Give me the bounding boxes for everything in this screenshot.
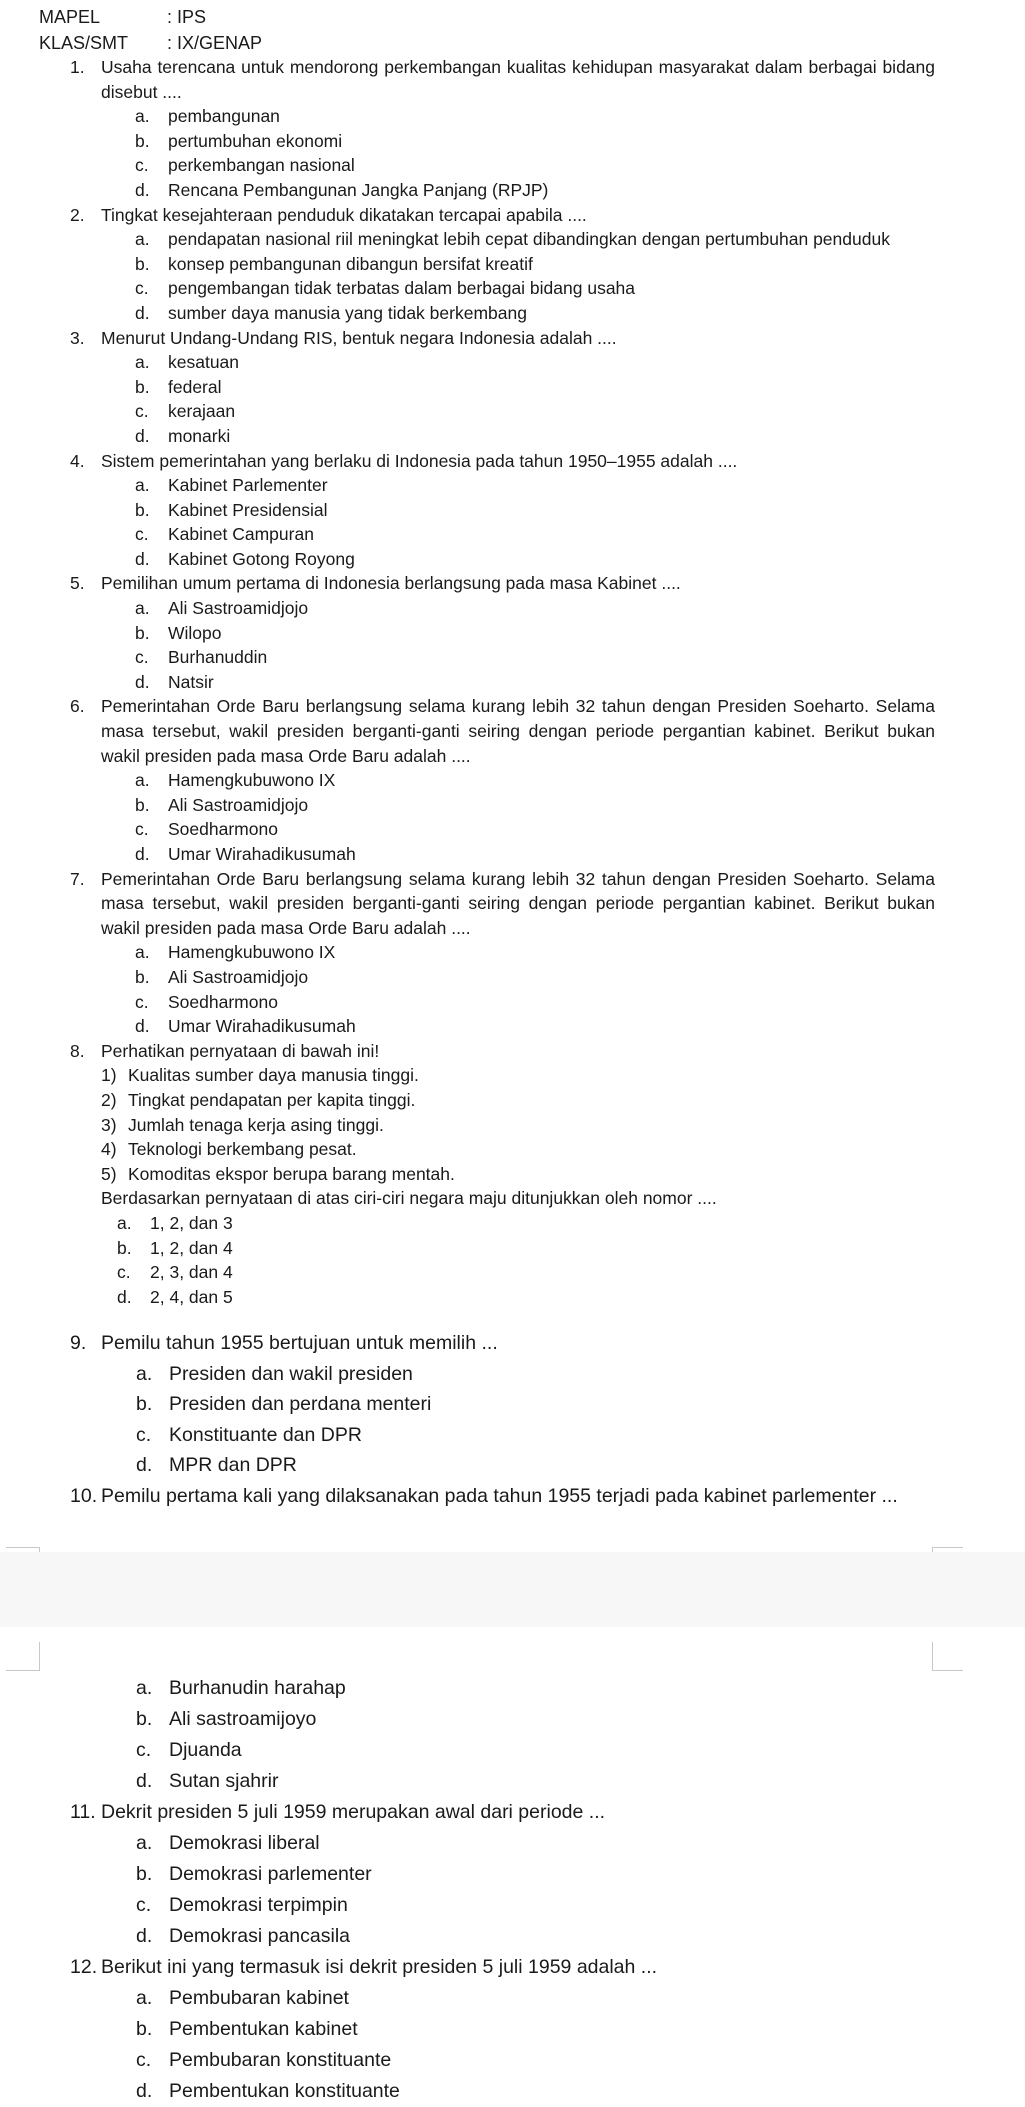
item-marker: d. [135, 548, 150, 569]
option-5a [0, 596, 934, 621]
page-gap [0, 1552, 1025, 1627]
item-text: Dekrit presiden 5 juli 1959 merupakan awal dari periode ... [101, 1801, 606, 1823]
question-6 [0, 694, 935, 768]
item-marker: c. [135, 278, 149, 299]
option-12b [0, 2014, 935, 2045]
option-8c [0, 1260, 916, 1285]
option-12d [0, 2076, 935, 2107]
item-text: Pembubaran konstituante [169, 2049, 392, 2071]
item-marker: 4) [101, 1139, 117, 1160]
option-5d [0, 670, 934, 695]
item-marker: c. [135, 401, 149, 422]
klas-value: : IX/GENAP [167, 33, 263, 53]
item-marker: b. [136, 1393, 153, 1416]
option-10a [0, 1673, 935, 1704]
option-8a [0, 1211, 916, 1236]
question-10 [0, 1481, 1001, 1512]
item-text: Soedharmono [168, 819, 278, 840]
item-marker: c. [135, 155, 149, 176]
statement-1 [0, 1063, 924, 1088]
item-marker: b. [135, 376, 150, 397]
option-1d [0, 178, 934, 203]
item-text: federal [168, 376, 222, 397]
item-text: Pembentukan konstituante [169, 2080, 400, 2102]
item-marker: b. [136, 2018, 153, 2040]
item-text: Sistem pemerintahan yang berlaku di Indonesia pada tahun 1950–1955 adalah .... [101, 450, 738, 471]
item-marker: 5) [101, 1163, 117, 1184]
item-marker: a. [136, 1832, 153, 1854]
item-marker: b. [136, 1863, 153, 1885]
item-text: Burhanudin harahap [169, 1677, 346, 1699]
option-3b [0, 375, 934, 400]
option-10c [0, 1735, 935, 1766]
item-text: Umar Wirahadikusumah [168, 1016, 356, 1037]
option-7d [0, 1014, 934, 1039]
item-text: perkembangan nasional [168, 155, 355, 176]
item-text: Teknologi berkembang pesat. [128, 1139, 357, 1160]
item-marker: c. [135, 819, 149, 840]
item-text: Kabinet Presidensial [168, 499, 328, 520]
item-marker: a. [135, 229, 150, 250]
question-9 [0, 1328, 935, 1359]
item-marker: d. [136, 1770, 153, 1792]
item-marker: 11. [70, 1801, 96, 1823]
item-text: konsep pembangunan dibangun bersifat kreatif [168, 253, 533, 274]
item-marker: a. [136, 1677, 153, 1699]
item-text: Pemerintahan Orde Baru berlangsung selama kurang lebih 32 tahun dengan Presiden Soeharto. Selama masa tersebut, wakil presiden berganti-ganti seiring dengan periode pergantian kabinet. Berikut bukan wakil presiden pada masa Orde Baru adalah .... [101, 868, 935, 938]
option-3a [0, 350, 934, 375]
statement-5 [0, 1162, 924, 1187]
item-text: Wilopo [168, 622, 222, 643]
option-5c [0, 645, 934, 670]
item-text: Berikut ini yang termasuk isi dekrit presiden 5 juli 1959 adalah ... [101, 1956, 658, 1978]
option-2b [0, 252, 934, 277]
option-11b [0, 1859, 935, 1890]
item-text: kerajaan [168, 401, 236, 422]
item-marker: b. [135, 253, 150, 274]
item-marker: c. [136, 2049, 152, 2071]
question-4 [0, 449, 935, 474]
option-6d [0, 842, 934, 867]
option-1a [0, 104, 934, 129]
item-marker: b. [135, 622, 150, 643]
header-klas [39, 32, 262, 54]
item-marker: d. [135, 425, 150, 446]
item-marker: 9. [70, 1332, 87, 1354]
crop-mark-left-bottom [6, 1642, 40, 1671]
item-marker: a. [135, 598, 150, 619]
item-marker: c. [135, 991, 149, 1012]
question-1 [0, 55, 935, 104]
item-text: Tingkat pendapatan per kapita tinggi. [128, 1089, 416, 1110]
item-marker: b. [135, 499, 150, 520]
item-marker: a. [135, 770, 150, 791]
item-text: Jumlah tenaga kerja asing tinggi. [128, 1114, 384, 1135]
item-text: Kabinet Campuran [168, 524, 314, 545]
item-marker: a. [135, 942, 150, 963]
item-text: Pemilu pertama kali yang dilaksanakan pada tahun 1955 terjadi pada kabinet parlementer ... [101, 1484, 898, 1507]
item-marker: d. [136, 1925, 153, 1947]
option-6a [0, 768, 934, 793]
questions-9-10 [0, 1328, 1025, 1512]
statement-2 [0, 1088, 924, 1113]
option-2a [0, 227, 934, 252]
option-8b [0, 1236, 916, 1261]
item-text: Kualitas sumber daya manusia tinggi. [128, 1065, 419, 1086]
item-text: Pemerintahan Orde Baru berlangsung selama kurang lebih 32 tahun dengan Presiden Soeharto. Selama masa tersebut, wakil presiden berganti-ganti seiring dengan periode pergantian kabinet. Berikut bukan wakil presiden pada masa Orde Baru adalah .... [101, 696, 935, 766]
item-text: Ali Sastroamidjojo [168, 794, 309, 815]
item-text: Djuanda [169, 1739, 242, 1761]
item-marker: b. [135, 794, 150, 815]
item-marker: a. [117, 1212, 132, 1233]
option-9a [0, 1359, 935, 1390]
item-text: Hamengkubuwono IX [168, 942, 336, 963]
item-marker: c. [136, 1894, 152, 1916]
item-marker: 6. [70, 696, 85, 717]
question-8 [0, 1039, 935, 1064]
item-marker: 3) [101, 1114, 117, 1135]
item-marker: c. [136, 1423, 152, 1446]
item-marker: d. [135, 844, 150, 864]
item-text: Burhanuddin [168, 647, 268, 668]
item-marker: c. [136, 1739, 152, 1761]
option-3c [0, 399, 934, 424]
option-7b [0, 965, 934, 990]
header-mapel [39, 6, 206, 28]
item-text: Hamengkubuwono IX [168, 770, 336, 791]
item-text: Pembentukan kabinet [169, 2018, 358, 2040]
item-text: Soedharmono [168, 991, 278, 1012]
item-text: Kabinet Gotong Royong [168, 548, 355, 569]
questions-1-8 [0, 55, 1025, 1309]
item-text: Demokrasi parlementer [169, 1863, 372, 1885]
question-7 [0, 867, 935, 941]
item-marker: a. [135, 475, 150, 496]
item-marker: 8. [70, 1040, 85, 1061]
item-marker: d. [136, 1454, 153, 1477]
item-marker: 4. [70, 450, 85, 471]
option-7a [0, 940, 934, 965]
item-text: pertumbuhan ekonomi [168, 130, 343, 151]
option-4a [0, 473, 934, 498]
questions-10-12 [0, 1673, 1025, 2107]
item-text: monarki [168, 425, 231, 446]
question-12 [0, 1952, 1001, 1983]
option-5b [0, 621, 934, 646]
option-6b [0, 793, 934, 818]
item-marker: d. [117, 1286, 132, 1307]
item-text: 1, 2, dan 3 [150, 1212, 233, 1233]
item-text: 2, 4, dan 5 [150, 1286, 233, 1307]
item-text: Demokrasi liberal [169, 1832, 320, 1854]
option-6c [0, 817, 934, 842]
item-marker: c. [117, 1262, 131, 1283]
question-3 [0, 326, 935, 351]
statement-3 [0, 1113, 924, 1138]
option-8d [0, 1285, 916, 1310]
item-marker: b. [136, 1708, 153, 1730]
option-12c [0, 2045, 935, 2076]
item-text: pengembangan tidak terbatas dalam berbagai bidang usaha [168, 278, 636, 299]
option-9c [0, 1420, 935, 1451]
option-9b [0, 1389, 935, 1420]
item-marker: d. [136, 2080, 153, 2102]
item-text: Komoditas ekspor berupa barang mentah. [128, 1163, 455, 1184]
item-text: Pemilu tahun 1955 bertujuan untuk memilih ... [101, 1332, 498, 1354]
item-marker: d. [135, 671, 150, 692]
option-9d [0, 1450, 935, 1481]
item-text: Ali sastroamijoyo [169, 1708, 317, 1730]
item-text: pendapatan nasional riil meningkat lebih cepat dibandingkan dengan pertumbuhan penduduk [168, 229, 890, 250]
item-text: Pemilihan umum pertama di Indonesia berlangsung pada masa Kabinet .... [101, 573, 681, 594]
option-4d [0, 547, 934, 572]
item-marker: 3. [70, 327, 85, 348]
item-text: Sutan sjahrir [169, 1770, 279, 1792]
option-3d [0, 424, 934, 449]
item-marker: d. [135, 179, 150, 200]
option-7c [0, 990, 934, 1015]
item-text: Ali Sastroamidjojo [168, 598, 309, 619]
item-marker: a. [136, 1987, 153, 2009]
item-marker: d. [135, 1016, 150, 1037]
item-text: Tingkat kesejahteraan penduduk dikatakan tercapai apabila .... [101, 204, 587, 225]
item-text: Umar Wirahadikusumah [168, 844, 356, 864]
item-text: Usaha terencana untuk mendorong perkembangan kualitas kehidupan masyarakat dalam berbagai bidang disebut .... [101, 57, 935, 102]
item-marker: c. [135, 647, 149, 668]
item-text: 2, 3, dan 4 [150, 1262, 233, 1283]
item-text: Natsir [168, 671, 214, 692]
document-page-2 [0, 1627, 1025, 2106]
option-10b [0, 1704, 935, 1735]
item-marker: 7. [70, 868, 85, 889]
statement-4 [0, 1137, 924, 1162]
item-text: Menurut Undang-Undang RIS, bentuk negara Indonesia adalah .... [101, 327, 617, 348]
klas-label: KLAS/SMT [39, 33, 129, 53]
item-text: MPR dan DPR [169, 1454, 297, 1477]
item-marker: d. [135, 302, 150, 323]
option-2c [0, 276, 934, 301]
option-4c [0, 522, 934, 547]
item-marker: 2) [101, 1089, 117, 1110]
item-text: pembangunan [168, 106, 280, 127]
item-text: 1, 2, dan 4 [150, 1237, 233, 1258]
item-marker: 5. [70, 573, 85, 594]
mapel-value: : IPS [167, 7, 207, 27]
item-marker: c. [135, 524, 149, 545]
option-11d [0, 1921, 935, 1952]
question-5 [0, 571, 935, 596]
item-text: Presiden dan perdana menteri [169, 1393, 432, 1416]
item-marker: b. [135, 130, 150, 151]
crop-mark-right-bottom [932, 1642, 963, 1671]
item-marker: 12. [70, 1956, 98, 1978]
item-marker: 1. [70, 57, 85, 77]
item-text: Demokrasi pancasila [169, 1925, 350, 1947]
item-marker: a. [135, 352, 150, 373]
item-marker: b. [135, 966, 150, 987]
item-text: kesatuan [168, 352, 240, 373]
item-text: Kabinet Parlementer [168, 475, 328, 496]
item-marker: 1) [101, 1065, 117, 1086]
option-11c [0, 1890, 935, 1921]
item-marker: b. [117, 1237, 132, 1258]
question-11 [0, 1797, 1001, 1828]
option-1c [0, 153, 934, 178]
option-1b [0, 129, 934, 154]
question-8-note: Berdasarkan pernyataan di atas ciri-ciri negara maju ditunjukkan oleh nomor .... [101, 1188, 717, 1209]
option-10d [0, 1766, 935, 1797]
item-text: Konstituante dan DPR [169, 1423, 362, 1446]
item-text: sumber daya manusia yang tidak berkembang [168, 302, 527, 323]
item-marker: a. [136, 1362, 153, 1385]
mapel-label: MAPEL [39, 7, 101, 27]
item-marker: a. [135, 106, 150, 127]
option-2d [0, 301, 934, 326]
item-text: Pembubaran kabinet [169, 1987, 349, 2009]
item-text: Ali Sastroamidjojo [168, 966, 309, 987]
item-marker: 10. [70, 1484, 98, 1507]
item-text: Perhatikan pernyataan di bawah ini! [101, 1040, 380, 1061]
option-12a [0, 1983, 935, 2014]
option-4b [0, 498, 934, 523]
item-text: Demokrasi terpimpin [169, 1894, 348, 1916]
item-text: Presiden dan wakil presiden [169, 1362, 413, 1385]
item-text: Rencana Pembangunan Jangka Panjang (RPJP) [168, 179, 549, 200]
item-marker: 2. [70, 204, 85, 225]
question-2 [0, 203, 935, 228]
option-11a [0, 1828, 935, 1859]
